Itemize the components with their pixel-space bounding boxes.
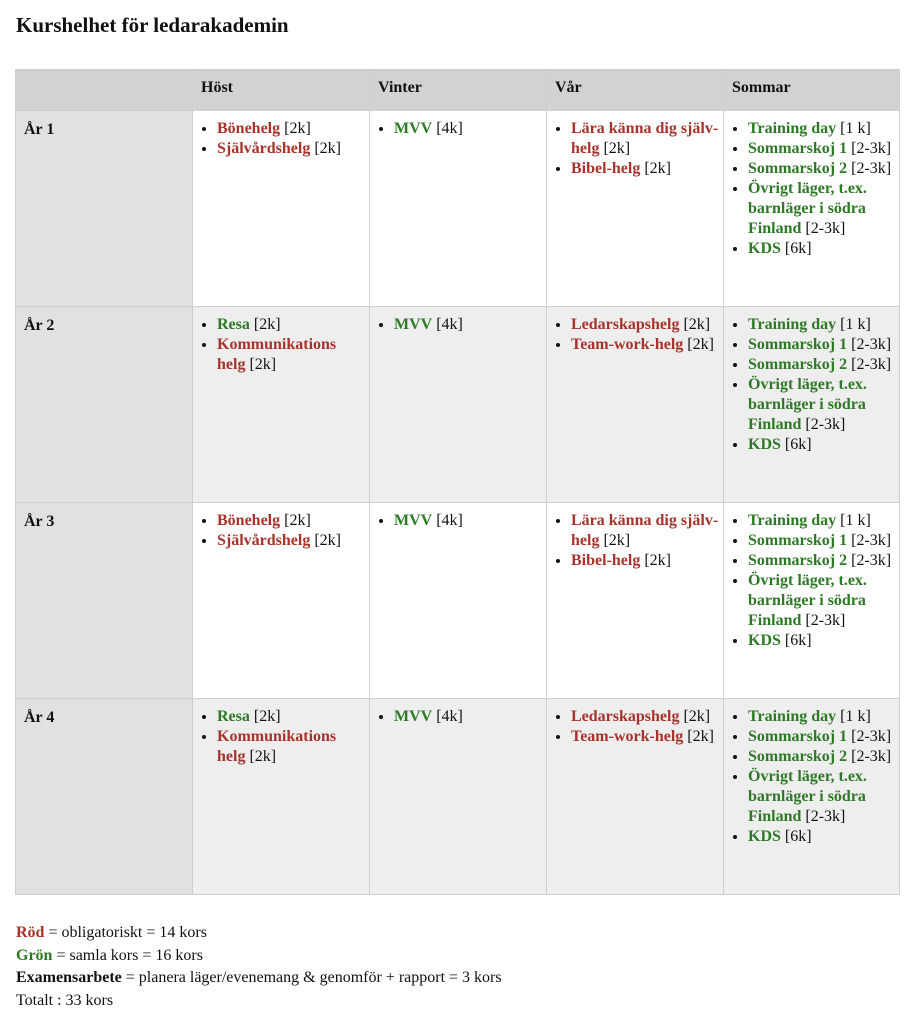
course-name: Ledarskapshelg	[571, 316, 680, 333]
course-item	[217, 727, 365, 767]
course-item	[748, 139, 895, 159]
row-label: År 3	[16, 503, 193, 699]
course-item	[748, 435, 895, 455]
course-credits: [2-3k]	[851, 336, 892, 353]
course-credits: [2-3k]	[851, 748, 892, 765]
course-list	[195, 707, 365, 767]
legend-red	[16, 922, 502, 945]
cell-var	[547, 307, 724, 503]
course-name: Team-work-helg	[571, 728, 684, 745]
course-item	[748, 767, 895, 827]
course-item	[748, 727, 895, 747]
course-name: Training day	[748, 120, 837, 137]
course-item	[748, 355, 895, 375]
course-item	[571, 551, 719, 571]
course-list	[195, 119, 365, 159]
legend-total: Totalt : 33 kors	[16, 991, 114, 1009]
course-item	[394, 119, 542, 139]
course-item	[748, 571, 895, 631]
legend-exam-text: = planera läger/evenemang & genomför + rapport = 3 kors	[125, 969, 502, 986]
course-credits: [2k]	[284, 512, 311, 529]
course-list	[549, 707, 719, 747]
course-list	[372, 119, 542, 139]
course-item	[748, 511, 895, 531]
course-credits: [2-3k]	[851, 532, 892, 549]
course-item	[748, 531, 895, 551]
row-label: År 1	[16, 111, 193, 307]
course-item	[571, 159, 719, 179]
course-list	[372, 511, 542, 531]
course-name: MVV	[394, 512, 433, 529]
course-credits: [2-3k]	[805, 612, 846, 629]
legend-green-text: = samla kors = 16 kors	[56, 946, 203, 964]
legend-exam	[16, 967, 502, 990]
course-item	[748, 239, 895, 259]
cell-sommar	[724, 111, 900, 307]
cell-var	[547, 699, 724, 895]
course-credits: [6k]	[784, 632, 812, 649]
course-item	[394, 707, 542, 727]
course-list	[726, 707, 895, 847]
course-name: Sommarskoj 1	[748, 336, 848, 353]
course-name: Sommarskoj 2	[748, 356, 848, 373]
course-credits: [6k]	[784, 240, 812, 257]
table-row	[16, 503, 900, 699]
row-label: År 2	[16, 307, 193, 503]
table-row	[16, 307, 900, 503]
course-item	[217, 707, 365, 727]
course-credits: [1 k]	[840, 708, 871, 725]
table-row	[16, 699, 900, 895]
course-credits: [2-3k]	[805, 416, 846, 433]
course-credits: [2-3k]	[851, 160, 892, 177]
course-item	[748, 551, 895, 571]
course-name: MVV	[394, 708, 433, 725]
course-item	[748, 335, 895, 355]
course-name: Självårdshelg	[217, 532, 311, 549]
course-item	[394, 511, 542, 531]
course-item	[571, 315, 719, 335]
course-credits: [2k]	[314, 532, 341, 549]
course-name: KDS	[748, 436, 781, 453]
course-name: Resa	[217, 316, 250, 333]
course-item	[748, 375, 895, 435]
cell-sommar	[724, 307, 900, 503]
course-item	[571, 727, 719, 747]
course-credits: [1 k]	[840, 120, 871, 137]
course-list	[726, 511, 895, 651]
course-credits: [2k]	[253, 708, 281, 725]
cell-vinter	[370, 111, 547, 307]
legend-green	[16, 945, 502, 968]
course-item	[217, 315, 365, 335]
course-name: Bönehelg	[217, 120, 281, 137]
course-name: Kommunikations helg	[217, 728, 337, 765]
legend	[16, 922, 502, 1012]
course-list	[726, 315, 895, 455]
course-name: Övrigt läger, t.ex. barnläger i södra Finland	[748, 768, 867, 825]
course-credits: [2k]	[683, 316, 711, 333]
header-cell-vinter: Vinter	[370, 70, 547, 111]
course-name: Resa	[217, 708, 250, 725]
course-item	[748, 631, 895, 651]
course-credits: [2k]	[687, 336, 714, 353]
course-name: Övrigt läger, t.ex. barnläger i södra Finland	[748, 376, 867, 433]
header-cell-host: Höst	[193, 70, 370, 111]
legend-exam-label: Examensarbete	[16, 969, 122, 986]
legend-red-label: Röd	[16, 924, 45, 941]
course-name: Övrigt läger, t.ex. barnläger i södra Finland	[748, 572, 867, 629]
course-credits: [4k]	[436, 512, 463, 529]
course-credits: [2-3k]	[851, 140, 892, 157]
table-row	[16, 111, 900, 307]
course-list	[372, 707, 542, 727]
cell-vinter	[370, 307, 547, 503]
course-credits: [4k]	[436, 316, 463, 333]
course-name: Sommarskoj 1	[748, 728, 848, 745]
header-cell-sommar: Sommar	[724, 70, 900, 111]
course-credits: [2-3k]	[805, 220, 846, 237]
course-list	[549, 511, 719, 571]
course-name: Sommarskoj 1	[748, 532, 848, 549]
course-credits: [4k]	[436, 708, 463, 725]
course-item	[748, 827, 895, 847]
course-name: Sommarskoj 2	[748, 552, 848, 569]
course-name: Training day	[748, 512, 837, 529]
course-name: Ledarskapshelg	[571, 708, 680, 725]
course-credits: [2-3k]	[851, 552, 892, 569]
course-credits: [1 k]	[840, 512, 871, 529]
course-credits: [2k]	[603, 532, 631, 549]
course-item	[217, 531, 365, 551]
course-name: Training day	[748, 316, 837, 333]
course-name: Sommarskoj 2	[748, 160, 848, 177]
course-item	[748, 119, 895, 139]
course-name: Bibel-helg	[571, 160, 641, 177]
header-cell-corner	[16, 70, 193, 111]
cell-vinter	[370, 699, 547, 895]
legend-green-label: Grön	[16, 946, 53, 964]
cell-var	[547, 503, 724, 699]
course-credits: [2k]	[314, 140, 341, 157]
course-item	[748, 159, 895, 179]
course-item	[571, 707, 719, 727]
course-item	[394, 315, 542, 335]
course-item	[748, 747, 895, 767]
course-credits: [2k]	[603, 140, 631, 157]
cell-vinter	[370, 503, 547, 699]
course-credits: [2-3k]	[851, 728, 892, 745]
cell-host	[193, 503, 370, 699]
cell-host	[193, 699, 370, 895]
cell-var	[547, 111, 724, 307]
legend-red-text: = obligatoriskt = 14 kors	[48, 924, 207, 941]
header-row	[16, 70, 900, 111]
course-item	[217, 139, 365, 159]
course-credits: [2-3k]	[851, 356, 892, 373]
course-credits: [2k]	[249, 748, 277, 765]
course-name: Team-work-helg	[571, 336, 684, 353]
course-item	[217, 335, 365, 375]
course-name: KDS	[748, 632, 781, 649]
cell-sommar	[724, 699, 900, 895]
course-credits: [2k]	[687, 728, 714, 745]
course-item	[571, 119, 719, 159]
course-credits: [4k]	[436, 120, 463, 137]
header-cell-var: Vår	[547, 70, 724, 111]
course-name: Bibel-helg	[571, 552, 641, 569]
course-credits: [2k]	[284, 120, 311, 137]
course-credits: [6k]	[784, 436, 812, 453]
course-credits: [1 k]	[840, 316, 871, 333]
course-name: MVV	[394, 316, 433, 333]
course-item	[748, 179, 895, 239]
course-name: MVV	[394, 120, 433, 137]
course-name: Sommarskoj 1	[748, 140, 848, 157]
course-name: Lära känna dig själv-helg	[571, 120, 719, 157]
course-credits: [2-3k]	[805, 808, 846, 825]
cell-host	[193, 111, 370, 307]
cell-sommar	[724, 503, 900, 699]
course-item	[748, 707, 895, 727]
course-item	[571, 335, 719, 355]
page-title: Kurshelhet för ledarakademin	[16, 13, 289, 37]
course-name: Lära känna dig själv-helg	[571, 512, 719, 549]
course-name: Sommarskoj 2	[748, 748, 848, 765]
course-list	[549, 315, 719, 355]
course-credits: [6k]	[784, 828, 812, 845]
row-label: År 4	[16, 699, 193, 895]
course-credits: [2k]	[249, 356, 277, 373]
course-credits: [2k]	[644, 160, 671, 177]
course-name: Kommunikations helg	[217, 336, 337, 373]
course-name: Självårdshelg	[217, 140, 311, 157]
cell-host	[193, 307, 370, 503]
course-name: Bönehelg	[217, 512, 281, 529]
course-credits: [2k]	[253, 316, 281, 333]
course-name: KDS	[748, 828, 781, 845]
course-list	[549, 119, 719, 179]
course-name: Training day	[748, 708, 837, 725]
course-list	[726, 119, 895, 259]
course-item	[217, 511, 365, 531]
course-list	[195, 315, 365, 375]
course-credits: [2k]	[644, 552, 671, 569]
course-credits: [2k]	[683, 708, 711, 725]
course-table	[15, 69, 900, 895]
course-list	[372, 315, 542, 335]
course-item	[748, 315, 895, 335]
course-list	[195, 511, 365, 551]
course-item	[217, 119, 365, 139]
course-item	[571, 511, 719, 551]
course-name: KDS	[748, 240, 781, 257]
course-name: Övrigt läger, t.ex. barnläger i södra Finland	[748, 180, 867, 237]
